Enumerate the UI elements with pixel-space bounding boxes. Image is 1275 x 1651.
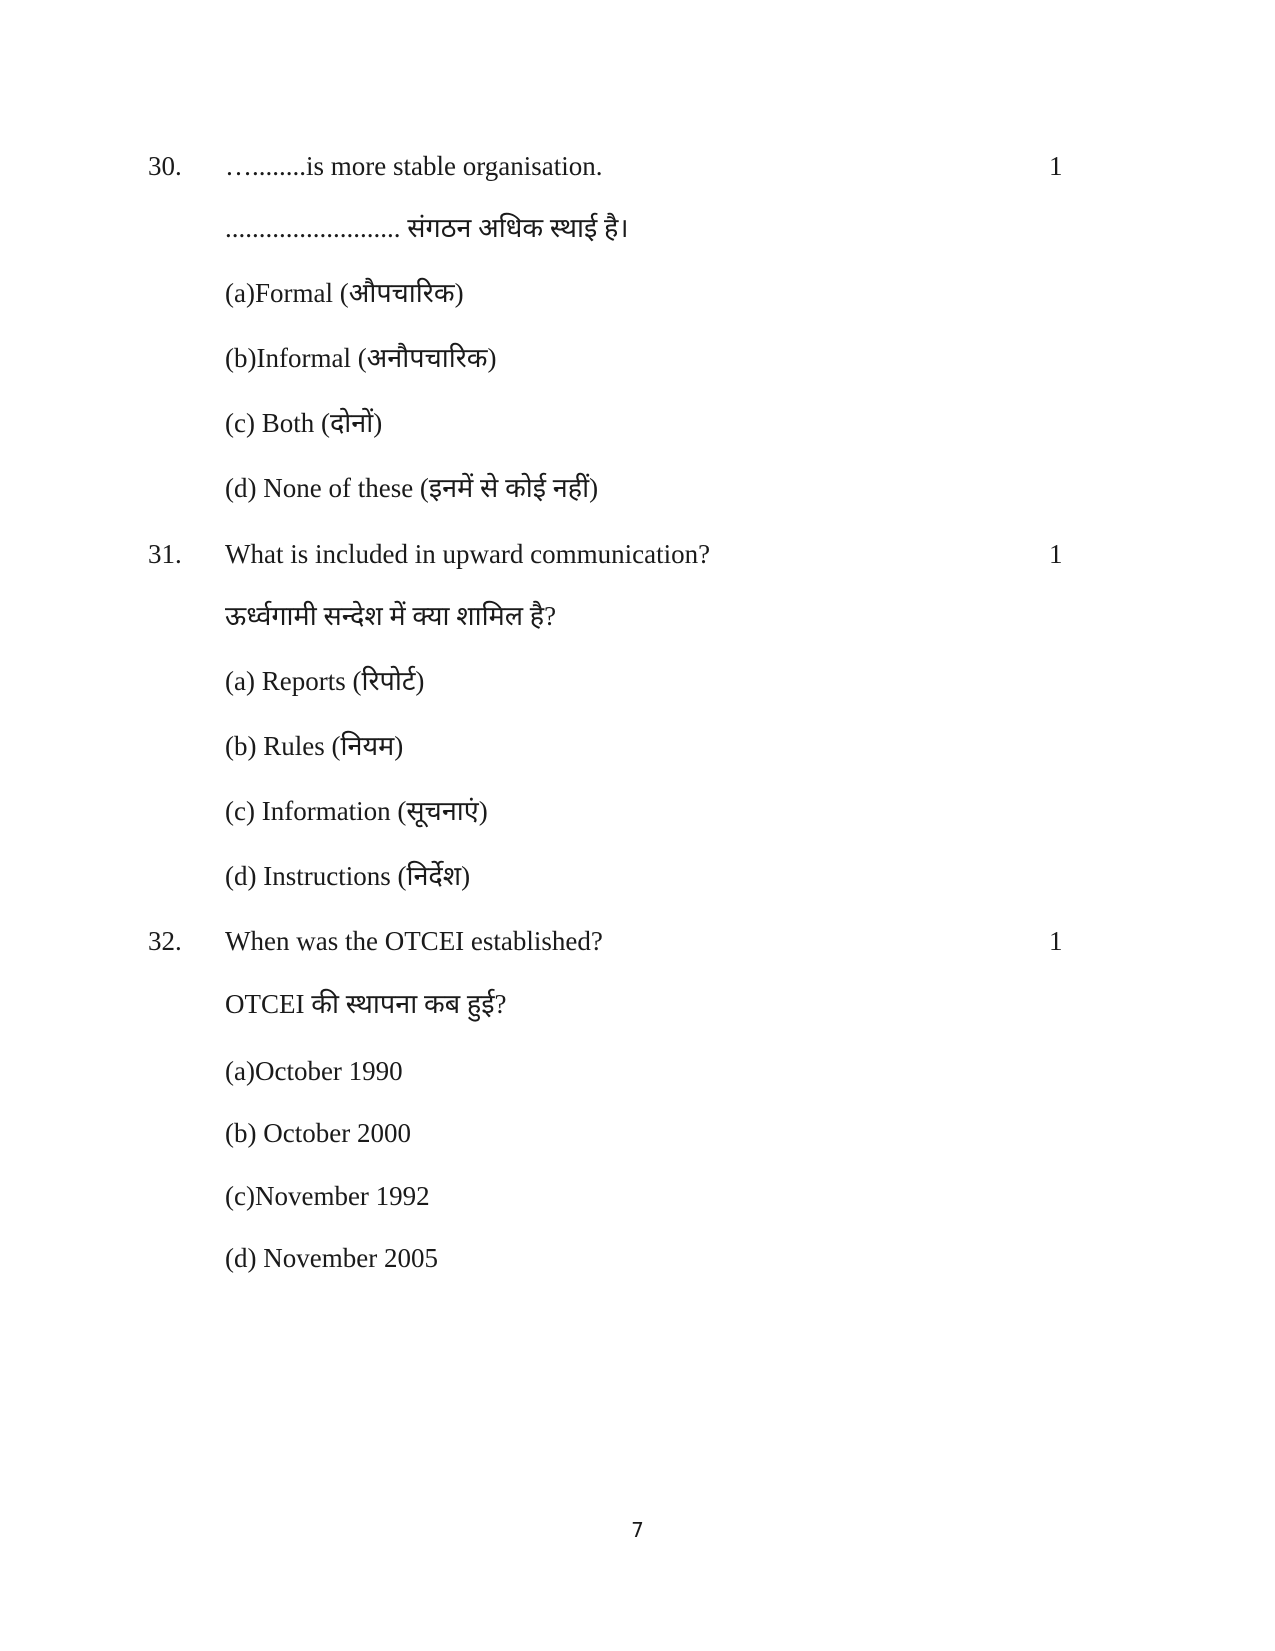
option-d: (d) Instructions (निर्देश)	[225, 861, 471, 891]
question-text-hindi: ऊर्ध्वगामी सन्देश में क्या शामिल है?	[225, 601, 557, 631]
option-b: (b) Rules (नियम)	[225, 731, 404, 761]
question-number: 32.	[148, 926, 182, 956]
option-a: (a) Reports (रिपोर्ट)	[225, 666, 425, 696]
question-marks: 1	[1049, 539, 1063, 569]
option-a: (a)October 1990	[225, 1056, 403, 1086]
question-text-hindi: OTCEI की स्थापना कब हुई?	[225, 989, 507, 1019]
question-marks: 1	[1049, 151, 1063, 181]
option-d: (d) November 2005	[225, 1243, 438, 1273]
option-c: (c)November 1992	[225, 1181, 430, 1211]
option-b: (b) October 2000	[225, 1118, 411, 1148]
question-text-english: …........is more stable organisation.	[225, 151, 603, 181]
option-d: (d) None of these (इनमें से कोई नहीं)	[225, 473, 599, 503]
question-text-english: What is included in upward communication?	[225, 539, 711, 569]
option-c: (c) Information (सूचनाएं)	[225, 796, 488, 826]
question-text-hindi: .......................... संगठन अधिक स्थाई है।	[225, 213, 629, 243]
question-number: 31.	[148, 539, 182, 569]
page-number: 7	[631, 1518, 644, 1542]
question-marks: 1	[1049, 926, 1063, 956]
question-number: 30.	[148, 151, 182, 181]
option-c: (c) Both (दोनों)	[225, 408, 383, 438]
option-a: (a)Formal (औपचारिक)	[225, 278, 464, 308]
question-text-english: When was the OTCEI established?	[225, 926, 603, 956]
option-b: (b)Informal (अनौपचारिक)	[225, 343, 497, 373]
